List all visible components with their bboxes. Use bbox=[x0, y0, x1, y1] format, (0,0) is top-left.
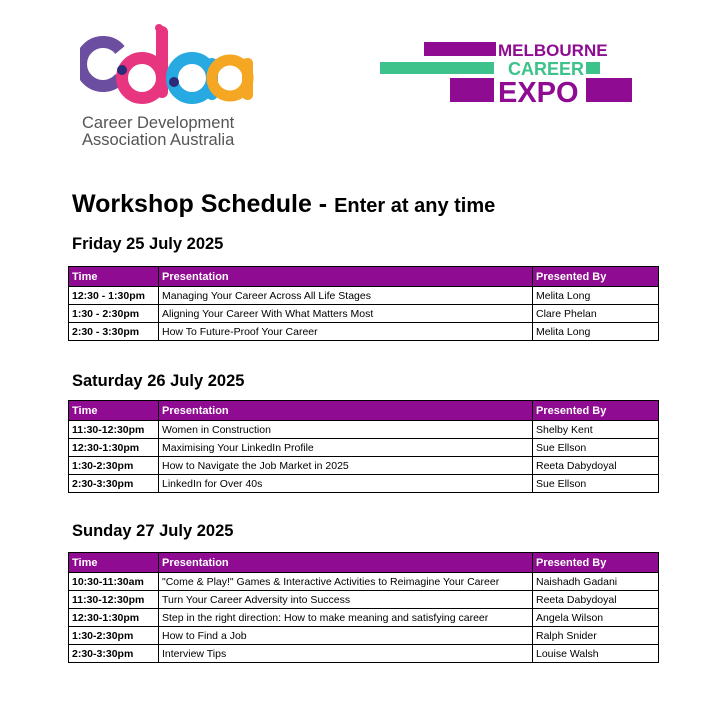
presenter-cell: Sue Ellson bbox=[533, 439, 659, 457]
expo-line-2: CAREER bbox=[508, 59, 585, 79]
presenter-cell: Naishadh Gadani bbox=[533, 573, 659, 591]
schedule-table-saturday bbox=[68, 400, 659, 493]
column-header-presented-by: Presented By bbox=[533, 267, 659, 287]
melbourne-career-expo-logo bbox=[380, 40, 640, 106]
presenter-cell: Clare Phelan bbox=[533, 305, 659, 323]
page-subtitle: Enter at any time bbox=[334, 195, 496, 217]
cdaa-logo-mark bbox=[80, 22, 255, 107]
presentation-cell: How To Future-Proof Your Career bbox=[159, 323, 533, 341]
presentation-cell: Interview Tips bbox=[159, 645, 533, 663]
presentation-cell: Women in Construction bbox=[159, 421, 533, 439]
presenter-cell: Reeta Dabydoyal bbox=[533, 591, 659, 609]
page-title-main: Workshop Schedule - bbox=[72, 190, 328, 218]
schedule-table-friday bbox=[68, 266, 659, 341]
time-cell: 11:30-12:30pm bbox=[69, 591, 159, 609]
table-row bbox=[69, 439, 659, 457]
table-header-row bbox=[69, 553, 659, 573]
presenter-cell: Sue Ellson bbox=[533, 475, 659, 493]
table-header-row bbox=[69, 267, 659, 287]
column-header-presentation: Presentation bbox=[159, 267, 533, 287]
table-row bbox=[69, 645, 659, 663]
table-row bbox=[69, 573, 659, 591]
table-row bbox=[69, 475, 659, 493]
presenter-cell: Shelby Kent bbox=[533, 421, 659, 439]
column-header-time: Time bbox=[69, 553, 159, 573]
presenter-cell: Melita Long bbox=[533, 323, 659, 341]
time-cell: 12:30-1:30pm bbox=[69, 439, 159, 457]
time-cell: 10:30-11:30am bbox=[69, 573, 159, 591]
cdaa-logo bbox=[80, 22, 270, 152]
table-row bbox=[69, 305, 659, 323]
column-header-time: Time bbox=[69, 267, 159, 287]
column-header-presentation: Presentation bbox=[159, 401, 533, 421]
time-cell: 12:30-1:30pm bbox=[69, 609, 159, 627]
time-cell: 1:30 - 2:30pm bbox=[69, 305, 159, 323]
table-row bbox=[69, 421, 659, 439]
table-row bbox=[69, 323, 659, 341]
presentation-cell: Maximising Your LinkedIn Profile bbox=[159, 439, 533, 457]
cdaa-name-line-1: Career Development bbox=[82, 114, 235, 132]
column-header-presented-by: Presented By bbox=[533, 553, 659, 573]
presentation-cell: "Come & Play!" Games & Interactive Activities to Reimagine Your Career bbox=[159, 573, 533, 591]
table-row bbox=[69, 627, 659, 645]
table-row bbox=[69, 591, 659, 609]
presentation-cell: How to Find a Job bbox=[159, 627, 533, 645]
presentation-cell: Aligning Your Career With What Matters Most bbox=[159, 305, 533, 323]
column-header-presentation: Presentation bbox=[159, 553, 533, 573]
time-cell: 2:30-3:30pm bbox=[69, 645, 159, 663]
time-cell: 1:30-2:30pm bbox=[69, 627, 159, 645]
cdaa-name bbox=[82, 115, 234, 149]
presentation-cell: LinkedIn for Over 40s bbox=[159, 475, 533, 493]
time-cell: 11:30-12:30pm bbox=[69, 421, 159, 439]
table-row bbox=[69, 457, 659, 475]
table-header-row bbox=[69, 401, 659, 421]
presentation-cell: Managing Your Career Across All Life Stages bbox=[159, 287, 533, 305]
time-cell: 12:30 - 1:30pm bbox=[69, 287, 159, 305]
day-heading-sunday: Sunday 27 July 2025 bbox=[72, 522, 234, 540]
day-heading-friday: Friday 25 July 2025 bbox=[72, 235, 224, 253]
schedule-table-sunday bbox=[68, 552, 659, 663]
expo-line-1: MELBOURNE bbox=[498, 41, 608, 60]
presentation-cell: How to Navigate the Job Market in 2025 bbox=[159, 457, 533, 475]
presenter-cell: Ralph Snider bbox=[533, 627, 659, 645]
time-cell: 2:30 - 3:30pm bbox=[69, 323, 159, 341]
page-title bbox=[72, 190, 495, 219]
presenter-cell: Angela Wilson bbox=[533, 609, 659, 627]
column-header-time: Time bbox=[69, 401, 159, 421]
presenter-cell: Reeta Dabydoyal bbox=[533, 457, 659, 475]
time-cell: 2:30-3:30pm bbox=[69, 475, 159, 493]
presentation-cell: Step in the right direction: How to make meaning and satisfying career bbox=[159, 609, 533, 627]
table-row bbox=[69, 609, 659, 627]
column-header-presented-by: Presented By bbox=[533, 401, 659, 421]
cdaa-name-line-2: Association Australia bbox=[82, 131, 235, 149]
presenter-cell: Louise Walsh bbox=[533, 645, 659, 663]
table-row bbox=[69, 287, 659, 305]
presentation-cell: Turn Your Career Adversity into Success bbox=[159, 591, 533, 609]
time-cell: 1:30-2:30pm bbox=[69, 457, 159, 475]
expo-line-3: EXPO bbox=[498, 77, 579, 106]
presenter-cell: Melita Long bbox=[533, 287, 659, 305]
day-heading-saturday: Saturday 26 July 2025 bbox=[72, 372, 245, 390]
